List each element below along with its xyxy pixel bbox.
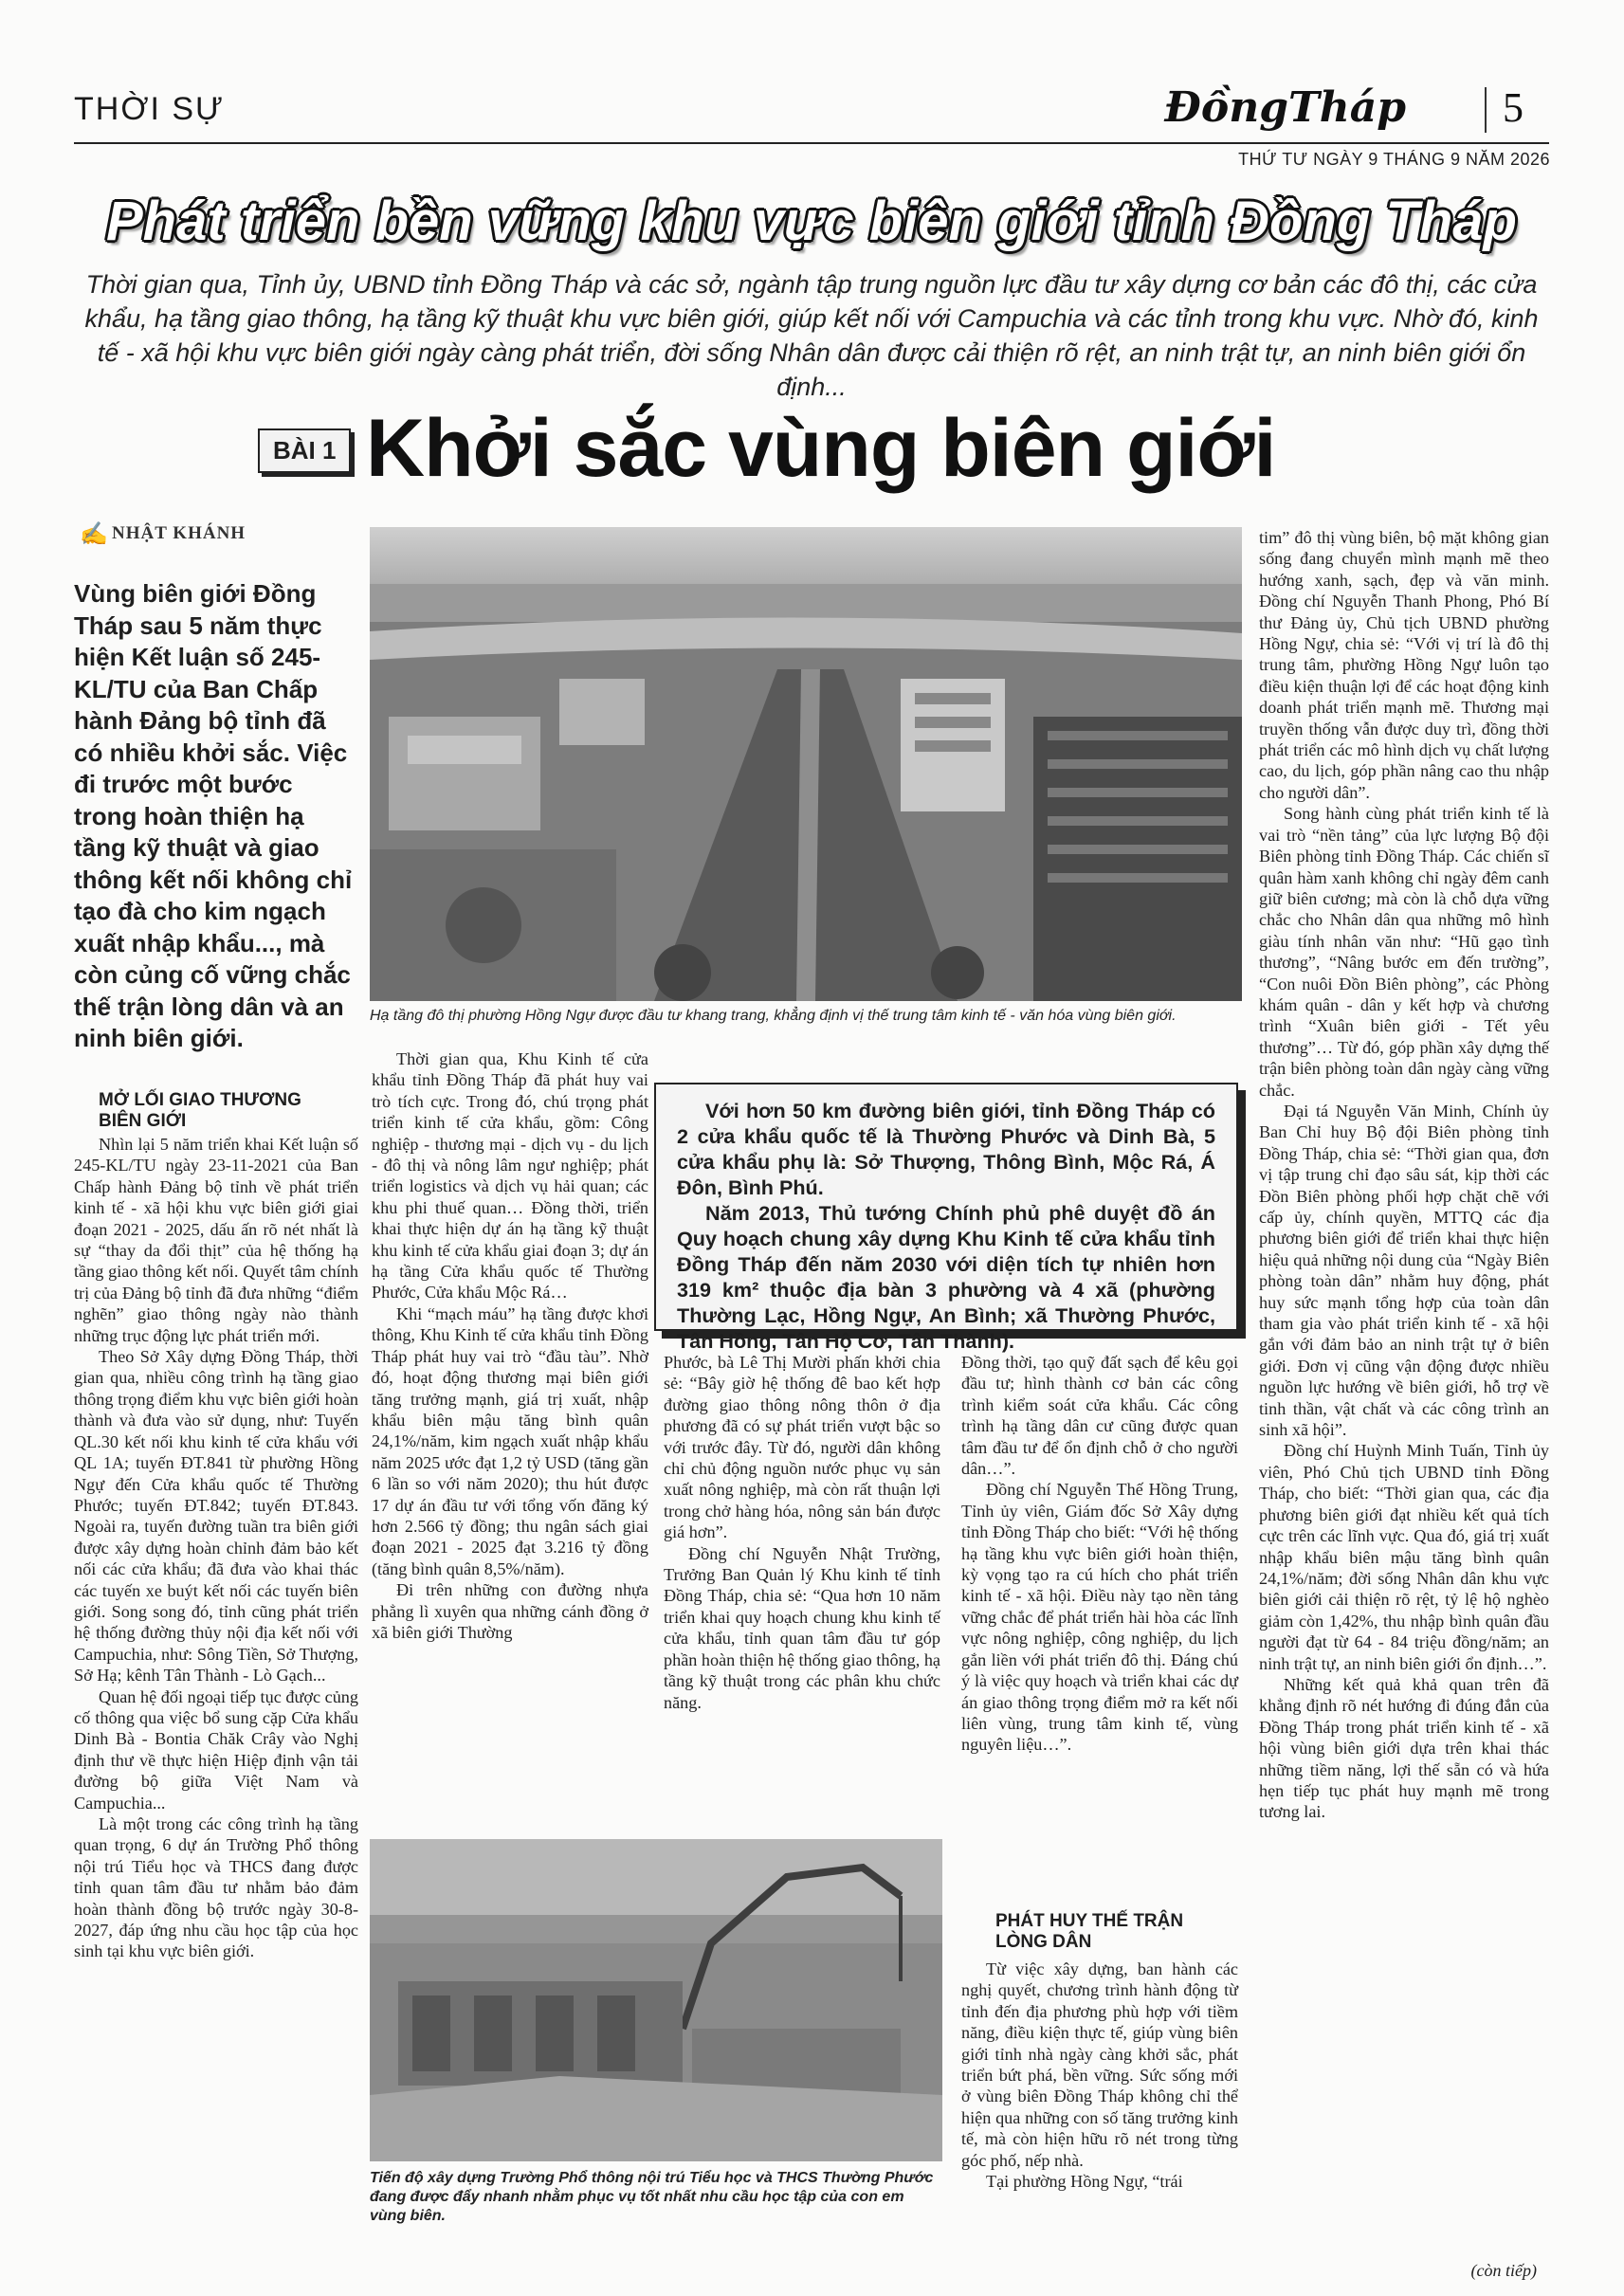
paragraph: Đồng chí Huỳnh Minh Tuấn, Tỉnh ủy viên, Phó Chủ tịch UBND tỉnh Đồng Tháp, cho biết: “Thời gian qua, các địa phương biên giới đạt nhiều kết quả tích cực trên các lĩnh vực. Qua đó, giá trị xuất nhập khẩu biên mậu tăng bình quân 24,1%/năm; đời sống Nhân dân khu vực biên giới cải thiện rõ rệt, tỷ lệ hộ nghèo giảm còn 1,42%, thu nhập bình quân đầu người đạt từ 64 - 84 triệu đồng/năm; an ninh trật tự, an ninh biên giới ổn định…”. (1259, 1441, 1549, 1673)
paragraph: Nhìn lại 5 năm triển khai Kết luận số 245-KL/TU ngày 23-11-2021 của Ban Chấp hành Đảng bộ tỉnh về phát triển kinh tế - xã hội khu vực biên giới giai đoạn 2021 - 2025, dấu ấn rõ nét nhất là sự “thay da đổi thịt” của hệ thống hạ tầng giao thông kết nối. Quyết tâm chính trị của Đảng bộ tỉnh đã đưa những “điểm nghẽn” giao thông ngày nào thành những trục động lực phát triển mới. (74, 1135, 358, 1345)
section-label: THỜI SỰ (74, 91, 226, 127)
paragraph: tim” đô thị vùng biên, bộ mặt không gian sống đang chuyển mình mạnh mẽ theo hướng xanh, sạch, đẹp và văn minh. Đồng chí Nguyễn Thanh Phong, Phó Bí thư Đảng ủy, Chủ tịch UBND phường Hồng Ngự, chia sẻ: “Với vị trí là đô thị trung tâm, phường Hồng Ngự luôn tạo điều kiện thuận lợi để các hoạt động kinh doanh phát triển mạnh mẽ. Thương mại truyền thống vẫn được duy trì, đồng thời phát triển các mô hình dịch vụ chất lượng cao, du lịch, góp phần nâng cao thu nhập cho người dân”. (1259, 528, 1549, 802)
photo2-caption: Tiến độ xây dựng Trường Phổ thông nội trú Tiểu học và THCS Thường Phước đang được đẩy nhanh nhằm phục vụ tốt nhất nhu cầu học tập của con em vùng biên. (370, 2170, 934, 2224)
photo1-caption: Hạ tầng đô thị phường Hồng Ngự được đầu tư khang trang, khẳng định vị thế trung tâm kinh tế - văn hóa vùng biên giới. (370, 1008, 1177, 1024)
column-4-continued (961, 1959, 1238, 2192)
paragraph: Là một trong các công trình hạ tầng quan trọng, 6 dự án Trường Phổ thông nội trú Tiểu học và THCS đang được tỉnh quan tâm đầu tư nhằm bảo đảm hoàn thành đồng bộ trước ngày 30-8-2027, đáp ứng nhu cầu học tập của học sinh tại khu vực biên giới. (74, 1814, 358, 1961)
article-part-tag: BÀI 1 (258, 428, 351, 473)
paragraph: Đồng chí Nguyễn Nhật Trường, Trưởng Ban Quản lý Khu kinh tế tỉnh Đồng Tháp, chia sẻ: “Qua hơn 10 năm triển khai quy hoạch chung khu kinh tế cửa khẩu, tỉnh quan tâm đầu tư góp phần hoàn thiện hệ thống giao thông, hạ tầng kỹ thuật trong các phân khu chức năng. (664, 1543, 940, 1712)
paragraph: Đồng chí Nguyễn Thế Hồng Trung, Tỉnh ủy viên, Giám đốc Sở Xây dựng tỉnh Đồng Tháp cho biết: “Với hệ thống hạ tầng khu vực biên giới hoàn thiện, kỳ vọng tạo ra cú hích cho phát triển kinh tế - xã hội. Điều này tạo nền tảng vững chắc để phát triển hài hòa các lĩnh vực nông nghiệp, công nghiệp, du lịch gắn liền với phát triển đô thị. Đáng chú ý là việc quy hoạch và triển khai các dự án giao thông trọng điểm mở ra kết nối liên vùng, trung tâm kinh tế, vùng nguyên liệu…”. (961, 1480, 1238, 1755)
column-1 (74, 1134, 358, 1962)
paragraph: Khi “mạch máu” hạ tầng được khơi thông, Khu Kinh tế cửa khẩu tỉnh Đồng Tháp phát huy vai trò “đầu tàu”. Nhờ đó, hoạt động thương mại biên giới tăng trưởng mạnh, giá trị xuất, nhập khẩu biên mậu tăng bình quân 24,1%/năm, kim ngạch xuất nhập khẩu năm 2025 ước đạt 1,2 tỷ USD (tăng gần 6 lần so với năm 2020); thu hút được 17 dự án đầu tư với tổng vốn đăng ký hơn 2.566 tỷ đồng; thu ngân sách giai đoạn 2021 - 2025 đạt 3.216 tỷ đồng (tăng bình quân 8,5%/năm). (372, 1303, 648, 1578)
masthead-divider (1485, 87, 1487, 133)
paragraph: Đi trên những con đường nhựa phẳng lì xuyên qua những cánh đồng ở xã biên giới Thường (372, 1580, 648, 1642)
info-paragraph: Năm 2013, Thủ tướng Chính phủ phê duyệt đồ án Quy hoạch chung xây dựng Khu Kinh tế cửa khẩu tỉnh Đồng Tháp đến năm 2030 với diện tích tự nhiên hơn 319 km² thuộc địa bàn 3 phường và 4 xã (phường Thường Lạc, Hồng Ngự, An Bình; xã Thường Phước, Tân Hồng, Tân Hộ Cơ, Tân Thành). (677, 1201, 1215, 1353)
column-4 (961, 1352, 1238, 1756)
paragraph: Thời gian qua, Khu Kinh tế cửa khẩu tỉnh Đồng Tháp đã phát huy vai trò tích cực. Trong đó, chú trọng phát triển kinh tế cửa khẩu, gồm: Công nghiệp - thương mại - dịch vụ - du lịch - đô thị và nông lâm ngư nghiệp; phát triển logistics và dịch vụ hải quan; các khu phi thuế quan… Đồng thời, triển khai thực hiện dự án hạ tầng kỹ thuật khu kinh tế cửa khẩu giai đoạn 3; dự án hạ tầng Cửa khẩu quốc tế Thường Phước, Cửa khẩu Mộc Rá… (372, 1049, 648, 1303)
paragraph: Đại tá Nguyễn Văn Minh, Chính ủy Ban Chỉ huy Bộ đội Biên phòng tỉnh Đồng Tháp, chia sẻ: “Thời gian qua, đơn vị tập trung chỉ đạo sâu sát, kịp thời các Đồn Biên phòng phối hợp chặt chẽ với cấp ủy, chính quyền, MTTQ các địa phương biên giới để triển khai thực hiện hiệu quả những nội dung của “Ngày Biên phòng toàn dân” nhằm huy động, phát huy sức mạnh tổng hợp của toàn dân tham gia vào phát triển kinh tế - xã hội gắn với đảm bảo an ninh trật tự ở biên giới. Đơn vị cũng vận động được nhiều nguồn lực hướng về biên giới, hỗ trợ về tinh thần, vật chất và các công trình an sinh xã hội”. (1259, 1101, 1549, 1440)
page-number: 5 (1503, 84, 1524, 131)
subhead-phat-huy (995, 1911, 1213, 1953)
info-box (654, 1083, 1238, 1353)
column-5 (1259, 527, 1549, 1823)
column-2 (372, 1048, 648, 1643)
series-title: Phát triển bền vững khu vực biên giới tỉnh Đồng Tháp (105, 191, 1517, 252)
paragraph: Quan hệ đối ngoại tiếp tục được củng cố thông qua việc bổ sung cặp Cửa khẩu Dinh Bà - Bontia Chăk Crây vào Nghị định thư về thực hiện Hiệp định vận tải đường bộ giữa Việt Nam và Campuchia... (74, 1686, 358, 1813)
pen-icon: ✍ (80, 522, 108, 547)
photo-construction-illustration (370, 1839, 942, 2161)
info-paragraph: Với hơn 50 km đường biên giới, tỉnh Đồng Tháp có 2 cửa khẩu quốc tế là Thường Phước và Dinh Bà, 5 cửa khẩu phụ là: Sở Thượng, Thông Bình, Mộc Rá, Á Đôn, Bình Phú. (677, 1099, 1215, 1199)
article-headline: Khởi sắc vùng biên giới (366, 403, 1276, 494)
paragraph: Phước, bà Lê Thị Mười phấn khởi chia sẻ: “Bây giờ hệ thống đê bao kết hợp đường giao thông nông thôn ở địa phương đã có sự phát triển vượt bậc so với trước đây. Từ đó, người dân không chỉ chủ động nguồn nước phục vụ sản xuất nông nghiệp, mà còn rất thuận lợi trong chở hàng hóa, nông sản bán được giá hơn”. (664, 1353, 940, 1542)
masthead-logo: ĐồngTháp (1164, 83, 1406, 132)
column-3 (664, 1352, 940, 1713)
continued-note: (còn tiếp) (1470, 2261, 1537, 2280)
paragraph: Song hành cùng phát triển kinh tế là vai trò “nền tảng” của lực lượng Bộ đội Biên phòng tỉnh Đồng Tháp. Các chiến sĩ quân hàm xanh không chỉ ngày đêm canh giữ biên cương; mà còn là chỗ dựa vững chắc cho Nhân dân qua những mô hình giàu tính nhân văn như: “Hũ gạo tình thương”, “Nâng bước em đến trường”, “Con nuôi Đồn Biên phòng”, các Phòng khám quân - dân y kết hợp và chương trình “Xuân biên giới - Tết yêu thương”… Từ đó, góp phần xây dựng thế trận biên phòng toàn dân ngày càng vững chắc. (1259, 804, 1549, 1100)
paragraph: Những kết quả khả quan trên đã khẳng định rõ nét hướng đi đúng đắn của Đồng Tháp trong phát triển kinh tế - xã hội vùng biên giới dựa trên khai thác những tiềm năng, lợi thế sẵn có và hứa hẹn tiếp tục phát huy mạnh mẽ trong tương lai. (1259, 1674, 1549, 1822)
photo-city-illustration (370, 527, 1242, 1001)
paragraph: Đồng thời, tạo quỹ đất sạch để kêu gọi đầu tư; hình thành cơ bản các công trình kiểm soát cửa khẩu. Các công trình hạ tầng dân cư cũng được quan tâm đầu tư để ổn định chỗ ở cho người dân…”. (961, 1353, 1238, 1479)
header-rule (74, 142, 1549, 144)
photo-school-construction (370, 1839, 942, 2161)
paragraph: Từ việc xây dựng, ban hành các nghị quyết, chương trình hành động từ tỉnh đến địa phương phù hợp với tiềm năng, điều kiện thực tế, giúp vùng biên giới tỉnh nhà ngày càng khởi sắc, phát triển bứt phá, bền vững. Sức sống mới ở vùng biên Đồng Tháp không chỉ thể hiện qua những con số tăng trưởng kinh tế, mà còn hiện hữu rõ nét trong từng góc phố, nếp nhà. (961, 1959, 1238, 2170)
subhead-text: PHÁT HUY THẾ TRẬN LÒNG DÂN (995, 1911, 1184, 1952)
paragraph: Theo Sở Xây dựng Đồng Tháp, thời gian qua, nhiều công trình hạ tầng giao thông trọng điểm khu vực biên giới hoàn thành và đưa vào sử dụng, như: Tuyến QL.30 kết nối khu kinh tế cửa khẩu với QL 1A; tuyến ĐT.841 từ phường Hồng Ngự đến Cửa khẩu quốc tế Thường Phước; tuyến ĐT.842; tuyến ĐT.843. Ngoài ra, tuyến đường tuần tra biên giới được xây dựng hoàn chỉnh đảm bảo kết nối các cửa khẩu; đã đưa vào khai thác các tuyến xe buýt kết nối các tuyến biên giới. Song song đó, tỉnh cũng phát triển hệ thống đường thủy nội địa kết nối với Campuchia, như: Sông Tiền, Sở Thượng, Sở Hạ; kênh Tân Thành - Lò Gạch... (74, 1347, 358, 1686)
paragraph: Tại phường Hồng Ngự, “trái (986, 2172, 1183, 2192)
byline: NHẬT KHÁNH (112, 523, 246, 543)
subhead-text: MỞ LỐI GIAO THƯƠNG BIÊN GIỚI (99, 1090, 301, 1131)
photo-city-boulevard (370, 527, 1242, 1001)
issue-date: THỨ TƯ NGÀY 9 THÁNG 9 NĂM 2026 (1238, 150, 1550, 169)
lede: Thời gian qua, Tỉnh ủy, UBND tỉnh Đồng Tháp và các sở, ngành tập trung nguồn lực đầu tư xây dựng cơ bản các đô thị, các cửa khẩu, hạ tầng giao thông, hạ tầng kỹ thuật khu vực biên giới, giúp kết nối với Campuchia và các tỉnh trong khu vực. Nhờ đó, kinh tế - xã hội khu vực biên giới ngày càng phát triển, đời sống Nhân dân được cải thiện rõ rệt, an ninh trật tự, an ninh biên giới ổn định... (84, 270, 1539, 401)
sapo: Vùng biên giới Đồng Tháp sau 5 năm thực hiện Kết luận số 245-KL/TU của Ban Chấp hành Đảng bộ tỉnh đã có nhiều khởi sắc. Việc đi trước một bước trong hoàn thiện hạ tầng kỹ thuật và giao thông kết nối không chỉ tạo đà cho kim ngạch xuất nhập khẩu..., mà còn củng cố vững chắc thế trận lòng dân và an ninh biên giới. (74, 579, 353, 1052)
subhead-mo-loi (99, 1090, 317, 1132)
